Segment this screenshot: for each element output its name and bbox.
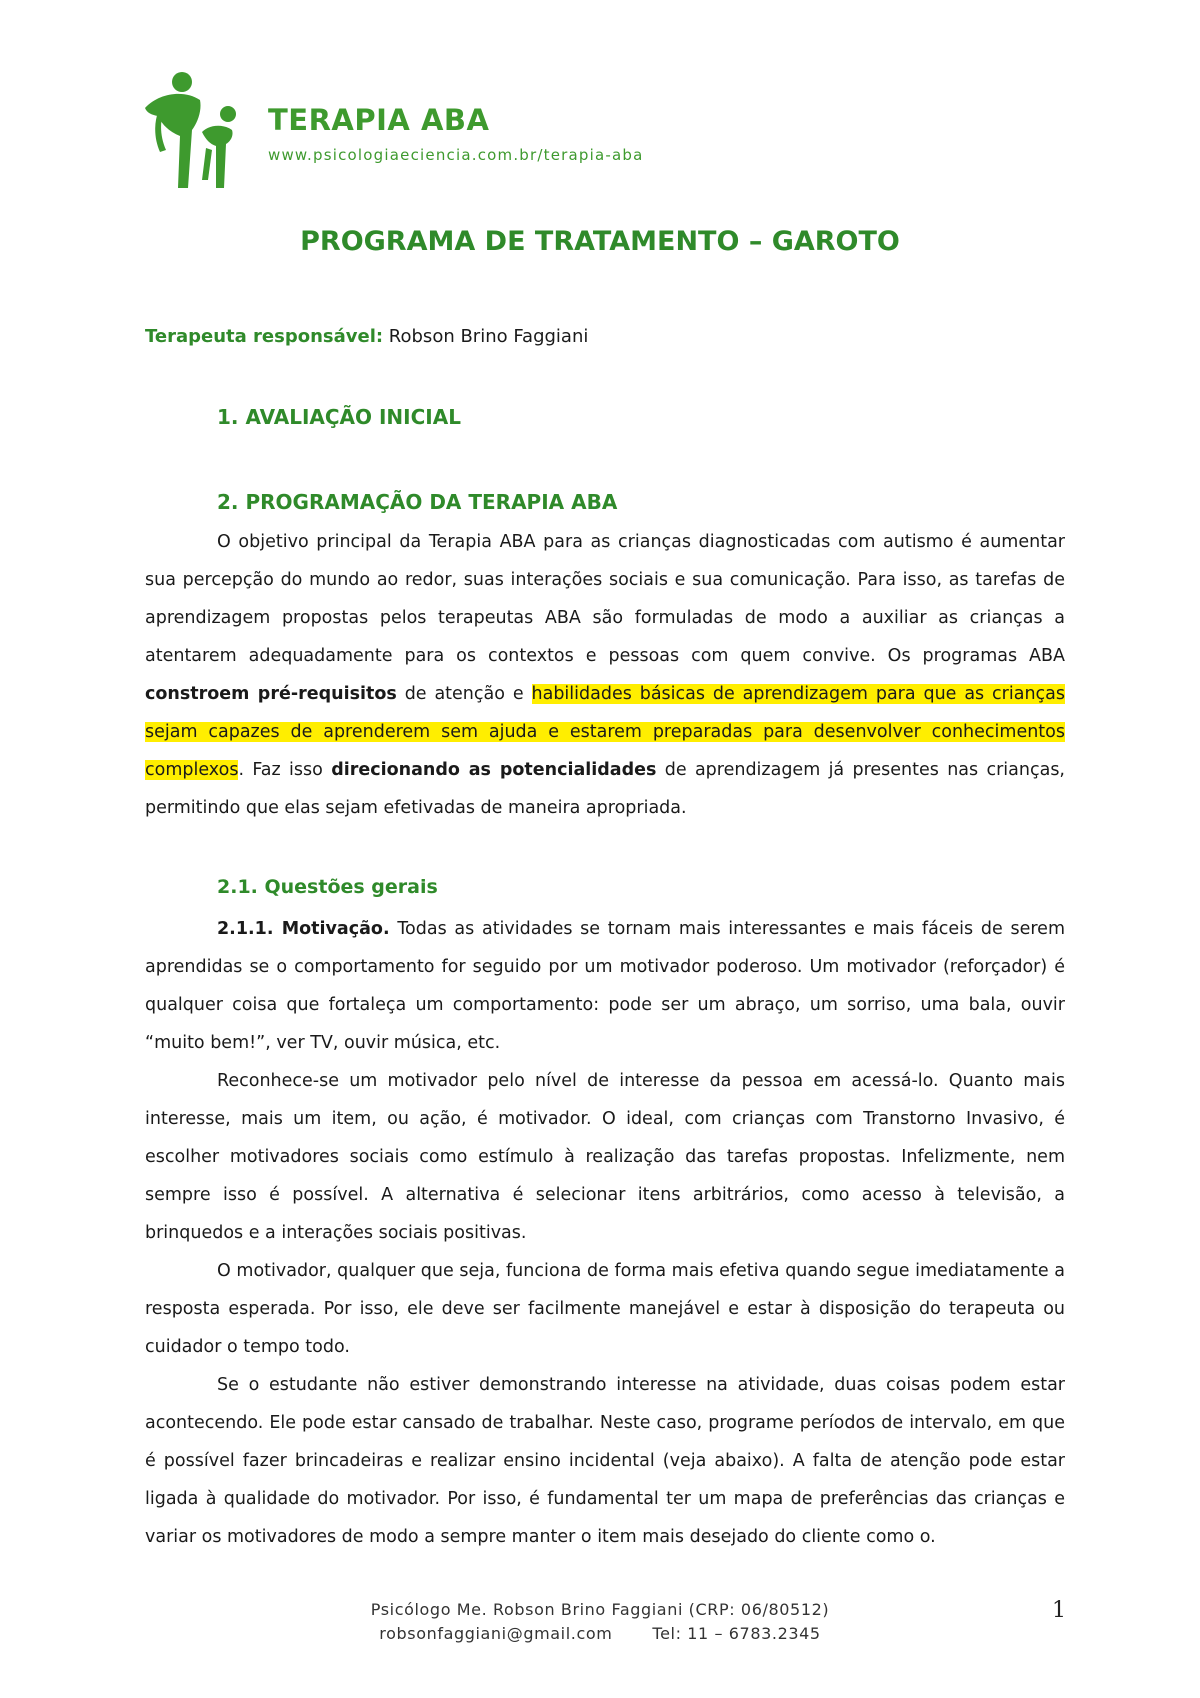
bold-run: direcionando as potencialidades bbox=[331, 760, 657, 780]
therapist-label: Terapeuta responsável: bbox=[145, 326, 384, 347]
therapist-line bbox=[145, 326, 588, 347]
text-run: O objetivo principal da Terapia ABA para as crianças diagnosticadas com autismo é aumentar sua percepção do mundo ao redor, suas interações sociais e sua comunicação. Para isso, as tarefas de aprendizagem propostas pelos terapeutas ABA são formuladas de modo a auxiliar as crianças a atentarem adequadamente para os contextos e pessoas com quem convive. Os programas ABA bbox=[145, 532, 1065, 666]
therapist-name: Robson Brino Faggiani bbox=[383, 326, 589, 347]
parent-child-figures-logo bbox=[140, 70, 245, 195]
footer-author: Psicólogo Me. Robson Brino Faggiani (CRP: 06/80512) bbox=[370, 1600, 830, 1619]
section-heading-questoes-gerais: 2.1. Questões gerais bbox=[217, 876, 438, 898]
paragraph-interesse bbox=[145, 1366, 1065, 1556]
text-run: O motivador, qualquer que seja, funciona de forma mais efetiva quando segue imediatamente a resposta esperada. Por isso, ele deve ser facilmente manejável e estar à disposição do terapeuta ou cuidador o tempo todo. bbox=[145, 1261, 1065, 1357]
paragraph-motivador bbox=[145, 1252, 1065, 1366]
page-title: PROGRAMA DE TRATAMENTO – GAROTO bbox=[300, 226, 900, 257]
footer-email[interactable]: robsonfaggiani@gmail.com bbox=[379, 1624, 613, 1643]
text-run: de atenção e bbox=[396, 684, 532, 704]
brand-title: TERAPIA ABA bbox=[268, 103, 490, 137]
paragraph-motivacao bbox=[145, 910, 1065, 1062]
text-run: Todas as atividades se tornam mais interessantes e mais fáceis de serem aprendidas se o comportamento for seguido por um motivador poderoso. Um motivador (reforçador) é qualquer coisa que fortaleça um comportamento: pode ser um abraço, um sorriso, uma bala, ouvir “muito bem!”, ver TV, ouvir música, etc. bbox=[145, 919, 1065, 1053]
bold-run: constroem pré-requisitos bbox=[145, 684, 397, 704]
section-heading-avaliacao: 1. AVALIAÇÃO INICIAL bbox=[217, 405, 461, 429]
text-run: de aprendizagem já presentes nas crianças, permitindo que elas sejam efetivadas de maneira apropriada. bbox=[145, 760, 1065, 818]
paragraph-reconhece bbox=[145, 1062, 1065, 1252]
footer-phone: Tel: 11 – 6783.2345 bbox=[652, 1624, 821, 1643]
highlighted-text: habilidades básicas de aprendizagem para que as crianças sejam capazes de aprenderem sem ajuda e estarem preparadas para desenvolver conhecimentos complexos bbox=[145, 684, 1066, 780]
text-run: Reconhece-se um motivador pelo nível de interesse da pessoa em acessá-lo. Quanto mais interesse, mais um item, ou ação, é motivador. O ideal, com crianças com Transtorno Invasivo, é escolher motivadores sociais como estímulo à realização das tarefas propostas. Infelizmente, nem sempre isso é possível. A alternativa é selecionar itens arbitrários, como acesso à televisão, a brinquedos e a interações sociais positivas. bbox=[145, 1071, 1065, 1243]
page-number: 1 bbox=[1052, 1598, 1066, 1623]
subsection-lead: 2.1.1. Motivação. bbox=[217, 919, 390, 939]
section-heading-programacao: 2. PROGRAMAÇÃO DA TERAPIA ABA bbox=[217, 490, 618, 514]
text-run: . Faz isso bbox=[238, 760, 332, 780]
text-run: Se o estudante não estiver demonstrando interesse na atividade, duas coisas podem estar acontecendo. Ele pode estar cansado de trabalhar. Neste caso, programe períodos de intervalo, em que é possível fazer brincadeiras e realizar ensino incidental (veja abaixo). A falta de atenção pode estar ligada à qualidade do motivador. Por isso, é fundamental ter um mapa de preferências das crianças e variar os motivadores de modo a sempre manter o item mais desejado do cliente como o. bbox=[145, 1375, 1065, 1547]
brand-url[interactable]: www.psicologiaeciencia.com.br/terapia-aba bbox=[268, 146, 644, 164]
paragraph-objetivo bbox=[145, 523, 1065, 827]
footer-contact bbox=[0, 1624, 1200, 1643]
